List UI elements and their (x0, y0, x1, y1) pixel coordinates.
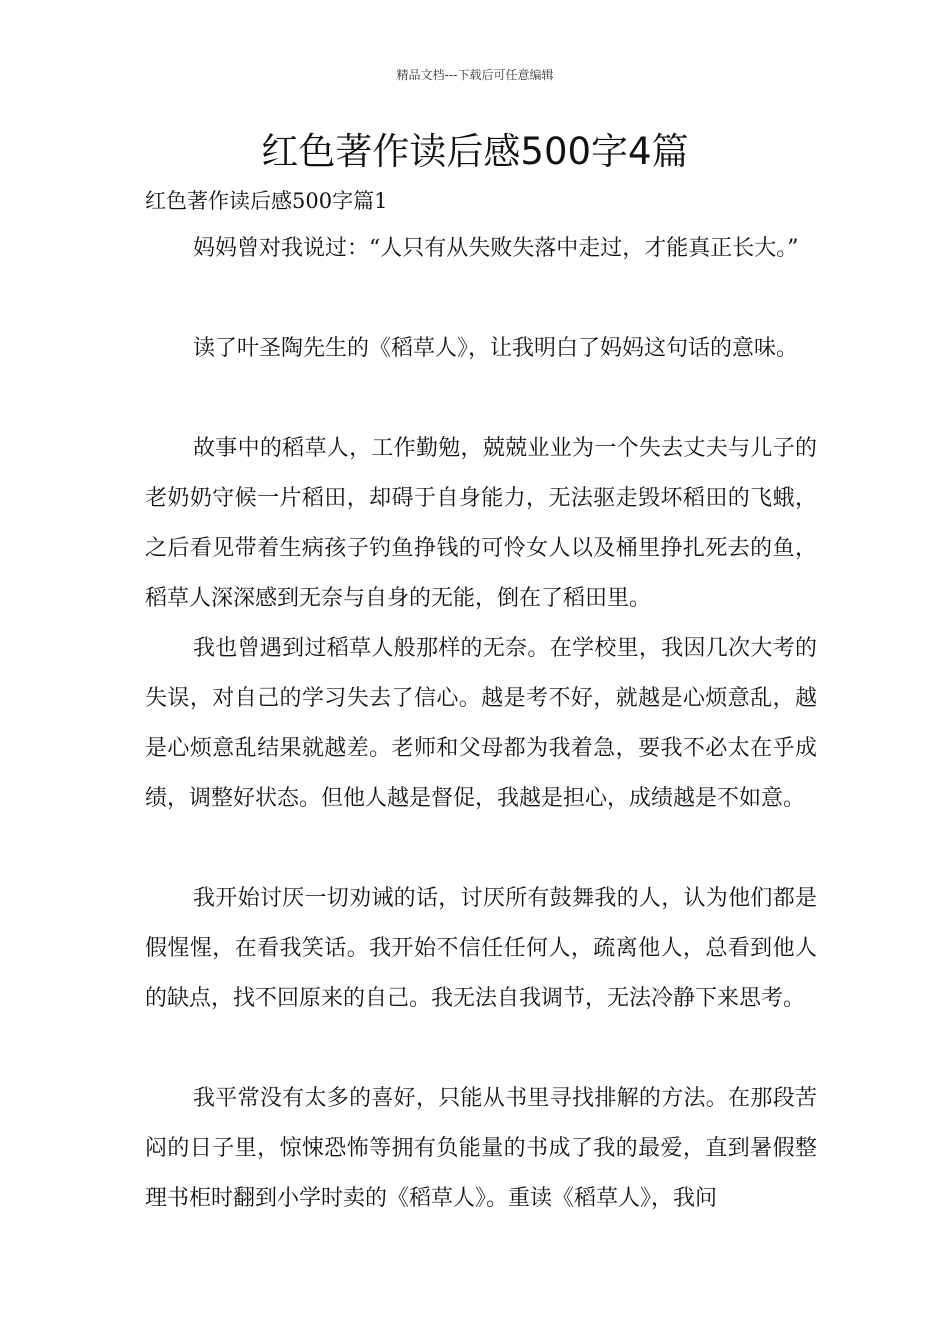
paragraph-1: 妈妈曾对我说过：“人只有从失败失落中走过，才能真正长大。” (193, 236, 799, 261)
paragraph-5: 我开始讨厌一切劝诫的话，讨厌所有鼓舞我的人，认为他们都是假惺惺，在看我笑话。我开始不信任任何人，疏离他人，总看到他人的缺点，找不回原来的自己。我无法自我调节，无法冷静下来思考。 (145, 886, 817, 1011)
section-heading: 红色著作读后感500字篇1 (145, 189, 388, 213)
paragraph-4: 我也曾遇到过稻草人般那样的无奈。在学校里，我因几次大考的失误，对自己的学习失去了信心。越是考不好，就越是心烦意乱，越是心烦意乱结果就越差。老师和父母都为我着急，要我不必太在乎成绩，调整好状态。但他人越是督促，我越是担心，成绩越是不如意。 (145, 636, 817, 811)
document-title: 红色著作读后感500字4篇 (261, 130, 689, 173)
paragraph-2: 读了叶圣陶先生的《稻草人》，让我明白了妈妈这句话的意味。 (193, 336, 799, 361)
paragraph-6: 我平常没有太多的喜好，只能从书里寻找排解的方法。在那段苦闷的日子里，惊悚恐怖等拥有负能量的书成了我的最爱，直到暑假整理书柜时翻到小学时卖的《稻草人》。重读《稻草人》，我问 (145, 1086, 817, 1211)
paragraph-3: 故事中的稻草人，工作勤勉，兢兢业业为一个失去丈夫与儿子的老奶奶守候一片稻田，却碍于自身能力，无法驱走毁坏稻田的飞蛾，之后看见带着生病孩子钓鱼挣钱的可怜女人以及桶里挣扎死去的鱼，稻草人深深感到无奈与自身的无能，倒在了稻田里。 (145, 436, 817, 611)
header-note: 精品文档---下载后可任意编辑 (396, 68, 554, 82)
